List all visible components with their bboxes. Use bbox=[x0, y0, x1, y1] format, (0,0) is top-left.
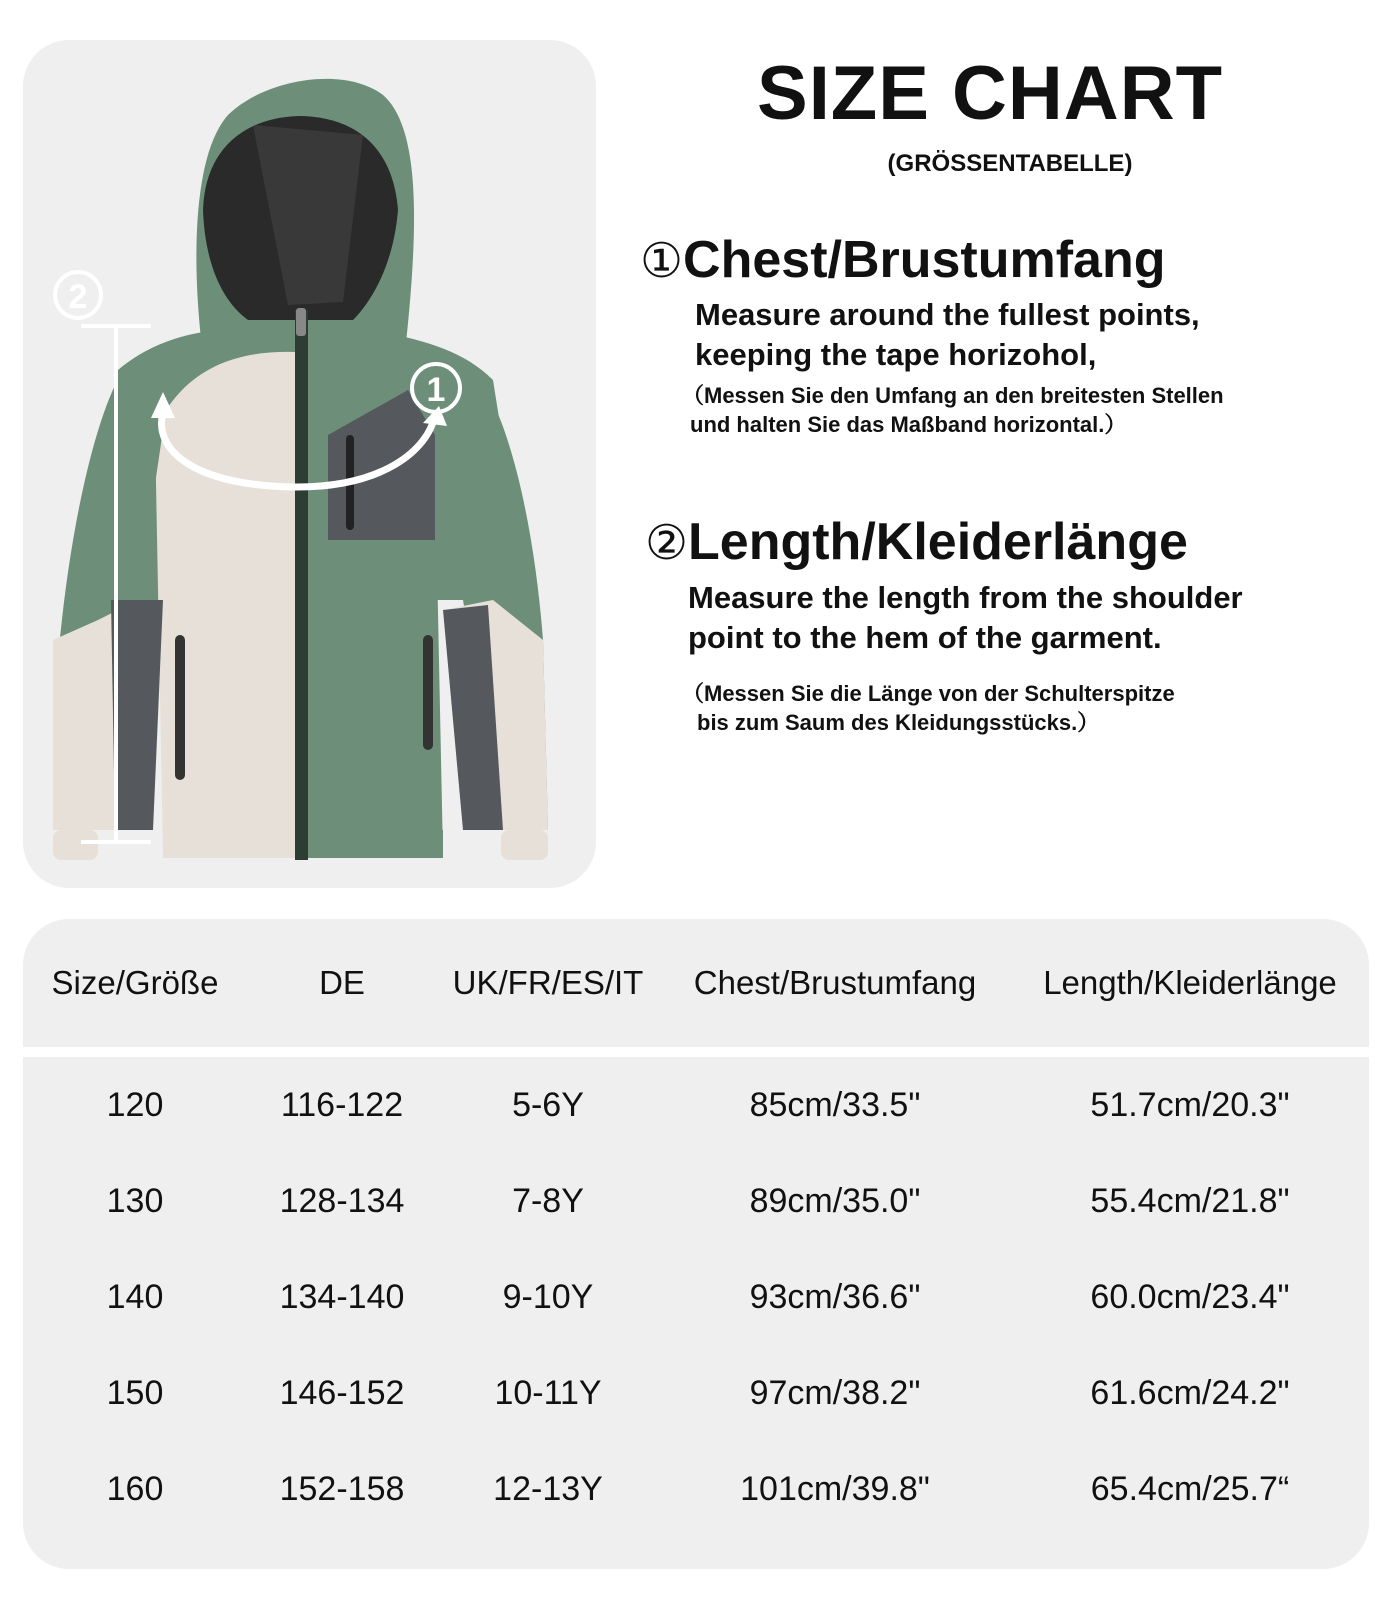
header-size: Size/Größe bbox=[23, 919, 247, 1052]
cell-chest: 101cm/39.8" bbox=[740, 1469, 930, 1508]
jacket-cream-panel-left bbox=[155, 352, 295, 855]
header-chest: Chest/Brustumfang bbox=[659, 919, 1011, 1052]
table-row bbox=[23, 1249, 1369, 1345]
table-row bbox=[23, 1345, 1369, 1441]
chest-desc-line-2: keeping the tape horizohol, bbox=[695, 337, 1097, 372]
cell-de: 146-152 bbox=[279, 1373, 405, 1412]
jacket-illustration bbox=[23, 40, 596, 888]
size-table-panel bbox=[23, 919, 1369, 1569]
cell-uk: 9-10Y bbox=[502, 1277, 594, 1316]
cell-size: 150 bbox=[106, 1373, 164, 1412]
chest-heading-text: Chest/Brustumfang bbox=[683, 231, 1166, 289]
cell-chest: 85cm/33.5" bbox=[749, 1085, 921, 1124]
cell-de: 128-134 bbox=[279, 1181, 405, 1220]
chest-desc-line-1: Measure around the fullest points, bbox=[695, 297, 1200, 332]
length-heading bbox=[645, 514, 1188, 571]
cell-uk: 7-8Y bbox=[512, 1181, 584, 1220]
cell-chest: 89cm/35.0" bbox=[749, 1181, 921, 1220]
cell-length: 55.4cm/21.8" bbox=[1090, 1181, 1290, 1220]
cell-length: 60.0cm/23.4" bbox=[1090, 1277, 1290, 1316]
cell-size: 140 bbox=[106, 1277, 164, 1316]
cell-chest: 93cm/36.6" bbox=[749, 1277, 921, 1316]
length-desc-line-1: Measure the length from the shoulder bbox=[688, 580, 1243, 615]
length-heading-text: Length/Kleiderlänge bbox=[688, 513, 1188, 571]
cell-uk: 10-11Y bbox=[494, 1373, 602, 1412]
table-row bbox=[23, 1153, 1369, 1249]
header-de: DE bbox=[247, 919, 437, 1052]
header-uk-fr-es-it: UK/FR/ES/IT bbox=[437, 919, 659, 1052]
chest-note-line-1: （Messen Sie den Umfang an den breitesten Stellen bbox=[682, 383, 1224, 408]
cell-size: 120 bbox=[106, 1085, 164, 1124]
cell-length: 65.4cm/25.7“ bbox=[1090, 1469, 1290, 1508]
length-number: ② bbox=[645, 517, 689, 570]
cell-chest: 97cm/38.2" bbox=[749, 1373, 921, 1412]
length-note-line-1: （Messen Sie die Länge von der Schulterspitze bbox=[682, 681, 1175, 706]
table-row bbox=[23, 1052, 1369, 1153]
chest-number: ① bbox=[640, 235, 684, 288]
length-note-line-2: bis zum Saum des Kleidungsstücks.） bbox=[697, 710, 1100, 735]
chest-heading bbox=[640, 232, 1166, 289]
page-subtitle: (GRÖSSENTABELLE) bbox=[887, 150, 1133, 177]
cell-uk: 12-13Y bbox=[493, 1469, 603, 1508]
cell-de: 116-122 bbox=[280, 1085, 404, 1124]
size-table bbox=[23, 919, 1369, 1537]
cell-size: 130 bbox=[106, 1181, 164, 1220]
cell-length: 51.7cm/20.3" bbox=[1090, 1085, 1290, 1124]
length-marker-number: 2 bbox=[68, 278, 88, 316]
chest-note-line-2: und halten Sie das Maßband horizontal.） bbox=[690, 412, 1127, 437]
cell-de: 134-140 bbox=[279, 1277, 405, 1316]
cell-size: 160 bbox=[106, 1469, 164, 1508]
length-desc-line-2: point to the hem of the garment. bbox=[688, 620, 1162, 655]
cell-de: 152-158 bbox=[279, 1469, 405, 1508]
chest-marker-number: 1 bbox=[426, 371, 446, 409]
header-length: Length/Kleiderlänge bbox=[1011, 919, 1369, 1052]
cell-uk: 5-6Y bbox=[512, 1085, 584, 1124]
cell-length: 61.6cm/24.2" bbox=[1090, 1373, 1290, 1412]
page-title: SIZE CHART bbox=[757, 51, 1223, 136]
table-row bbox=[23, 1441, 1369, 1537]
jacket-illustration-panel bbox=[23, 40, 596, 888]
table-header-row bbox=[23, 919, 1369, 1052]
